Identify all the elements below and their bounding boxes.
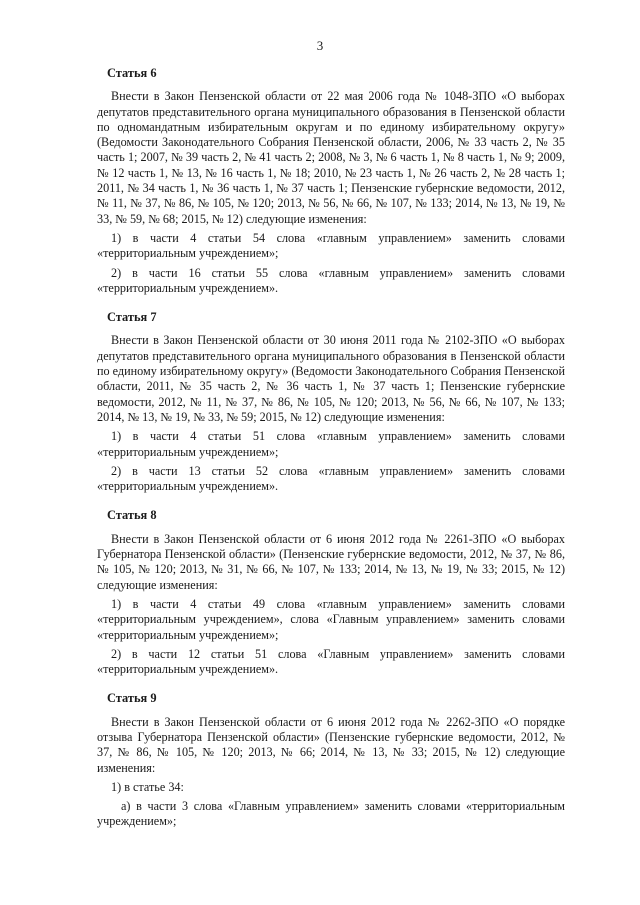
amendment-item: 1) в части 4 статьи 54 слова «главным управлением» заменить словами «территориальным учреждением»; — [97, 230, 565, 261]
article-heading: Статья 7 — [107, 310, 157, 325]
document-body — [97, 66, 565, 844]
amendment-subitem: а) в части 3 слова «Главным управлением» заменить словами «территориальным учреждением»; — [97, 799, 565, 829]
article-heading: Статья 9 — [107, 691, 157, 706]
article-paragraph: Внести в Закон Пензенской области от 30 июня 2011 года № 2102-ЗПО «О выборах депутатов представительного органа муниципального образования в Пензенской области по единому избирательному округу» (Ведомости Законодательного Собрания Пензенской области, 2011, № 35 часть 2, № 36 часть 1, № 37 часть 1; Пензенские губернские ведомости, 2012, № 11, № 37, № 86, № 105, № 120; 2013, № 56, № 66, № 107, № 133; 2014, № 13, № 19, № 33, № 59; 2015, № 12) следующие изменения: — [97, 333, 565, 424]
article-paragraph: Внести в Закон Пензенской области от 6 июня 2012 года № 2261-ЗПО «О выборах Губернатора Пензенской области» (Пензенские губернские ведомости, 2012, № 37, № 86, № 105, № 120; 2013, № 31, № 66, № 107, № 133; 2014, № 13, № 19, № 33; 2015, № 12) следующие изменения: — [97, 531, 565, 592]
article-6 — [97, 66, 565, 296]
page-number: 3 — [316, 38, 324, 53]
amendment-item: 1) в части 4 статьи 49 слова «главным управлением» заменить словами «территориальным учреждением», слова «Главным управлением» заменить словами «территориальным учреждением»; — [97, 596, 565, 642]
amendment-item: 2) в части 12 статьи 51 слова «Главным управлением» заменить словами «территориальным учреждением». — [97, 646, 565, 677]
amendment-item: 2) в части 16 статьи 55 слова «главным управлением» заменить словами «территориальным учреждением». — [97, 265, 565, 295]
amendment-item: 2) в части 13 статьи 52 слова «главным управлением» заменить словами «территориальным учреждением». — [97, 463, 565, 494]
article-heading: Статья 6 — [107, 66, 157, 80]
article-heading: Статья 8 — [107, 508, 157, 523]
amendment-item: 1) в статье 34: — [111, 779, 184, 794]
article-paragraph: Внести в Закон Пензенской области от 22 мая 2006 года № 1048-ЗПО «О выборах депутатов представительного органа муниципального образования в Пензенской области по одномандатным избирательным округам и по единому избирательному округу» (Ведомости Законодательного Собрания Пензенской области, 2006, № 33 часть 2, № 35 часть 1; 2007, № 39 часть 2, № 41 часть 2; 2008, № 3, № 6 часть 1, № 8 часть 1, № 9; 2009, № 12 часть 1, № 13, № 16 часть 1, № 18; 2010, № 23 часть 1, № 26 часть 2, № 28 часть 1; 2011, № 34 часть 1, № 36 часть 1, № 37 часть 1; Пензенские губернские ведомости, 2012, № 11, № 37, № 86, № 105, № 120; 2013, № 56, № 66, № 107, № 133; 2014, № 13, № 19, № 33, № 59, № 68; 2015, № 12) следующие изменения: — [97, 89, 565, 226]
article-8 — [97, 508, 565, 677]
article-9 — [97, 691, 565, 829]
article-paragraph: Внести в Закон Пензенской области от 6 июня 2012 года № 2262-ЗПО «О порядке отзыва Губернатора Пензенской области» (Пензенские губернские ведомости, 2012, № 37, № 86, № 105, № 120; 2013, № 66; 2014, № 13, № 33; 2015, № 12) следующие изменения: — [97, 714, 565, 775]
article-7 — [97, 310, 565, 494]
amendment-item: 1) в части 4 статьи 51 слова «главным управлением» заменить словами «территориальным учреждением»; — [97, 429, 565, 459]
